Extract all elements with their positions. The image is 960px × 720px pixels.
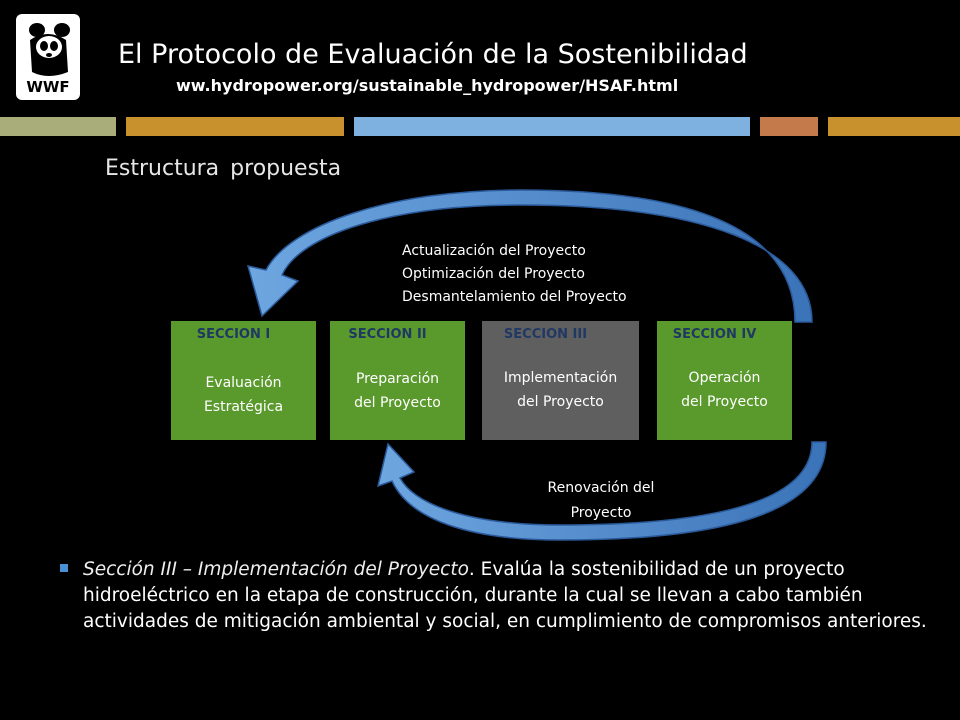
bottom-note-line2: Proyecto: [570, 505, 632, 521]
source-url: ww.hydropower.org/sustainable_hydropower/HSAF.html: [176, 76, 679, 95]
section-head: SECCION I: [196, 327, 271, 342]
section-box-4: [657, 321, 792, 440]
section-box-1: [171, 321, 316, 440]
bullet-body: . Evalúa la sostenibilidad de un proyecto hidroeléctrico en la etapa de construcción, durante la cual se llevan a cabo también actividades de mitigación ambiental y social, en cumplimiento de compromisos anteriores.: [83, 559, 927, 632]
bottom-note-line1: Renovación del: [547, 480, 655, 496]
section-head: SECCION III: [503, 327, 588, 342]
section-head: SECCION IV: [672, 327, 757, 342]
top-notes: [402, 240, 627, 309]
section-label: [482, 366, 639, 414]
section-label-line1: Implementación: [503, 370, 618, 386]
section-label-line1: Operación: [688, 370, 761, 386]
note-desmantelamiento: Desmantelamiento del Proyecto: [402, 289, 627, 305]
bullet-text: [83, 557, 943, 635]
section-label-line2: del Proyecto: [517, 394, 604, 410]
section-label: [657, 366, 792, 414]
section-label-line2: del Proyecto: [681, 394, 768, 410]
section-head: SECCION II: [348, 327, 427, 342]
page-title: El Protocolo de Evaluación de la Sostenibilidad: [118, 39, 748, 70]
section-box-2: [330, 321, 465, 440]
note-optimizacion: Optimización del Proyecto: [402, 266, 585, 282]
section-subtitle: Estructura propuesta: [105, 156, 342, 181]
section-label-line2: del Proyecto: [354, 395, 441, 411]
section-label: [171, 371, 316, 419]
section-label-line1: Evaluación: [205, 375, 282, 391]
section-label: [330, 367, 465, 415]
bullet-icon: [60, 564, 68, 572]
section-box-3: [482, 321, 639, 440]
section-label-line2: Estratégica: [203, 399, 284, 415]
bullet-italic-heading: Sección III – Implementación del Proyecto: [83, 559, 469, 580]
bottom-note: [528, 476, 674, 526]
logo-text: WWF: [26, 78, 70, 96]
section-label-line1: Preparación: [355, 371, 440, 387]
note-actualizacion: Actualización del Proyecto: [402, 243, 586, 259]
